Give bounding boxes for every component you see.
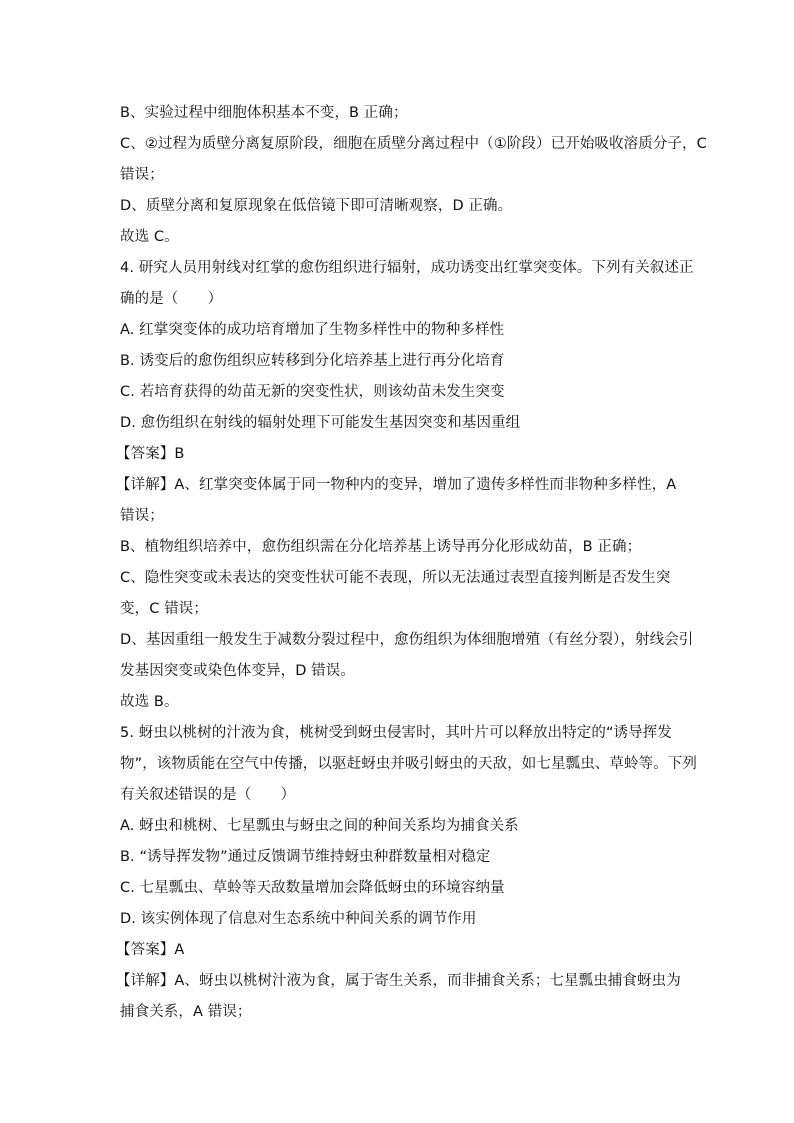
question-5-answer: 【答案】A xyxy=(116,942,185,958)
question-5-stem: 物”，该物质能在空气中传播，以驱赶蚜虫并吸引蚜虫的天敌，如七星瓢虫、草蛉等。下列 xyxy=(120,756,698,772)
text-line: B、植物组织培养中，愈伤组织需在分化培养基上诱导再分化形成幼苗，B 正确； xyxy=(120,539,642,555)
text-line: 故选 B。 xyxy=(120,694,179,710)
question-4-option-b: B. 诱变后的愈伤组织应转移到分化培养基上进行再分化培育 xyxy=(120,353,505,369)
question-5-option-a: A. 蚜虫和桃树、七星瓢虫与蚜虫之间的种间关系均为捕食关系 xyxy=(120,818,519,834)
question-4-explanation: 【详解】A、红掌突变体属于同一物种内的变异，增加了遗传多样性而非物种多样性，A xyxy=(116,477,677,493)
question-5-option-b: B. “诱导挥发物”通过反馈调节维持蚜虫种群数量相对稳定 xyxy=(120,849,491,865)
question-4-stem: 确的是（ ） xyxy=(120,291,223,307)
question-5-option-c: C. 七星瓢虫、草蛉等天敌数量增加会降低蚜虫的环境容纳量 xyxy=(120,880,505,896)
text-line: D、质壁分离和复原现象在低倍镜下即可清晰观察，D 正确。 xyxy=(120,198,513,214)
question-4-answer: 【答案】B xyxy=(116,446,185,462)
question-5-explanation: 【详解】A、蚜虫以桃树汁液为食，属于寄生关系，而非捕食关系；七星瓢虫捕食蚜虫为 xyxy=(116,973,681,989)
question-4-option-d: D. 愈伤组织在射线的辐射处理下可能发生基因突变和基因重组 xyxy=(120,415,521,431)
text-line: B、实验过程中细胞体积基本不变，B 正确； xyxy=(120,105,408,121)
question-4-option-c: C. 若培育获得的幼苗无新的突变性状，则该幼苗未发生突变 xyxy=(120,384,505,400)
question-5-stem: 有关叙述错误的是（ ） xyxy=(120,787,296,803)
text-line: D、基因重组一般发生于减数分裂过程中，愈伤组织为体细胞增殖（有丝分裂），射线会引 xyxy=(120,632,694,648)
text-line: 变，C 错误； xyxy=(120,601,208,617)
question-5-stem: 5. 蚜虫以桃树的汁液为食，桃树受到蚜虫侵害时，其叶片可以释放出特定的“诱导挥发 xyxy=(120,725,672,741)
text-line: 故选 C。 xyxy=(120,229,179,245)
text-line: C、②过程为质壁分离复原阶段，细胞在质壁分离过程中（①阶段）已开始吸收溶质分子，C xyxy=(120,136,707,152)
text-line: C、隐性突变或未表达的突变性状可能不表现，所以无法通过表型直接判断是否发生突 xyxy=(120,570,671,586)
text-line: 错误； xyxy=(120,508,164,524)
question-4-stem: 4. 研究人员用射线对红掌的愈伤组织进行辐射，成功诱变出红掌突变体。下列有关叙述正 xyxy=(120,260,694,276)
text-line: 错误； xyxy=(120,167,164,183)
text-line: 捕食关系，A 错误； xyxy=(120,1004,252,1020)
text-line: 发基因突变或染色体变异，D 错误。 xyxy=(120,663,355,679)
question-4-option-a: A. 红掌突变体的成功培育增加了生物多样性中的物种多样性 xyxy=(120,322,505,338)
question-5-option-d: D. 该实例体现了信息对生态系统中种间关系的调节作用 xyxy=(120,911,477,927)
